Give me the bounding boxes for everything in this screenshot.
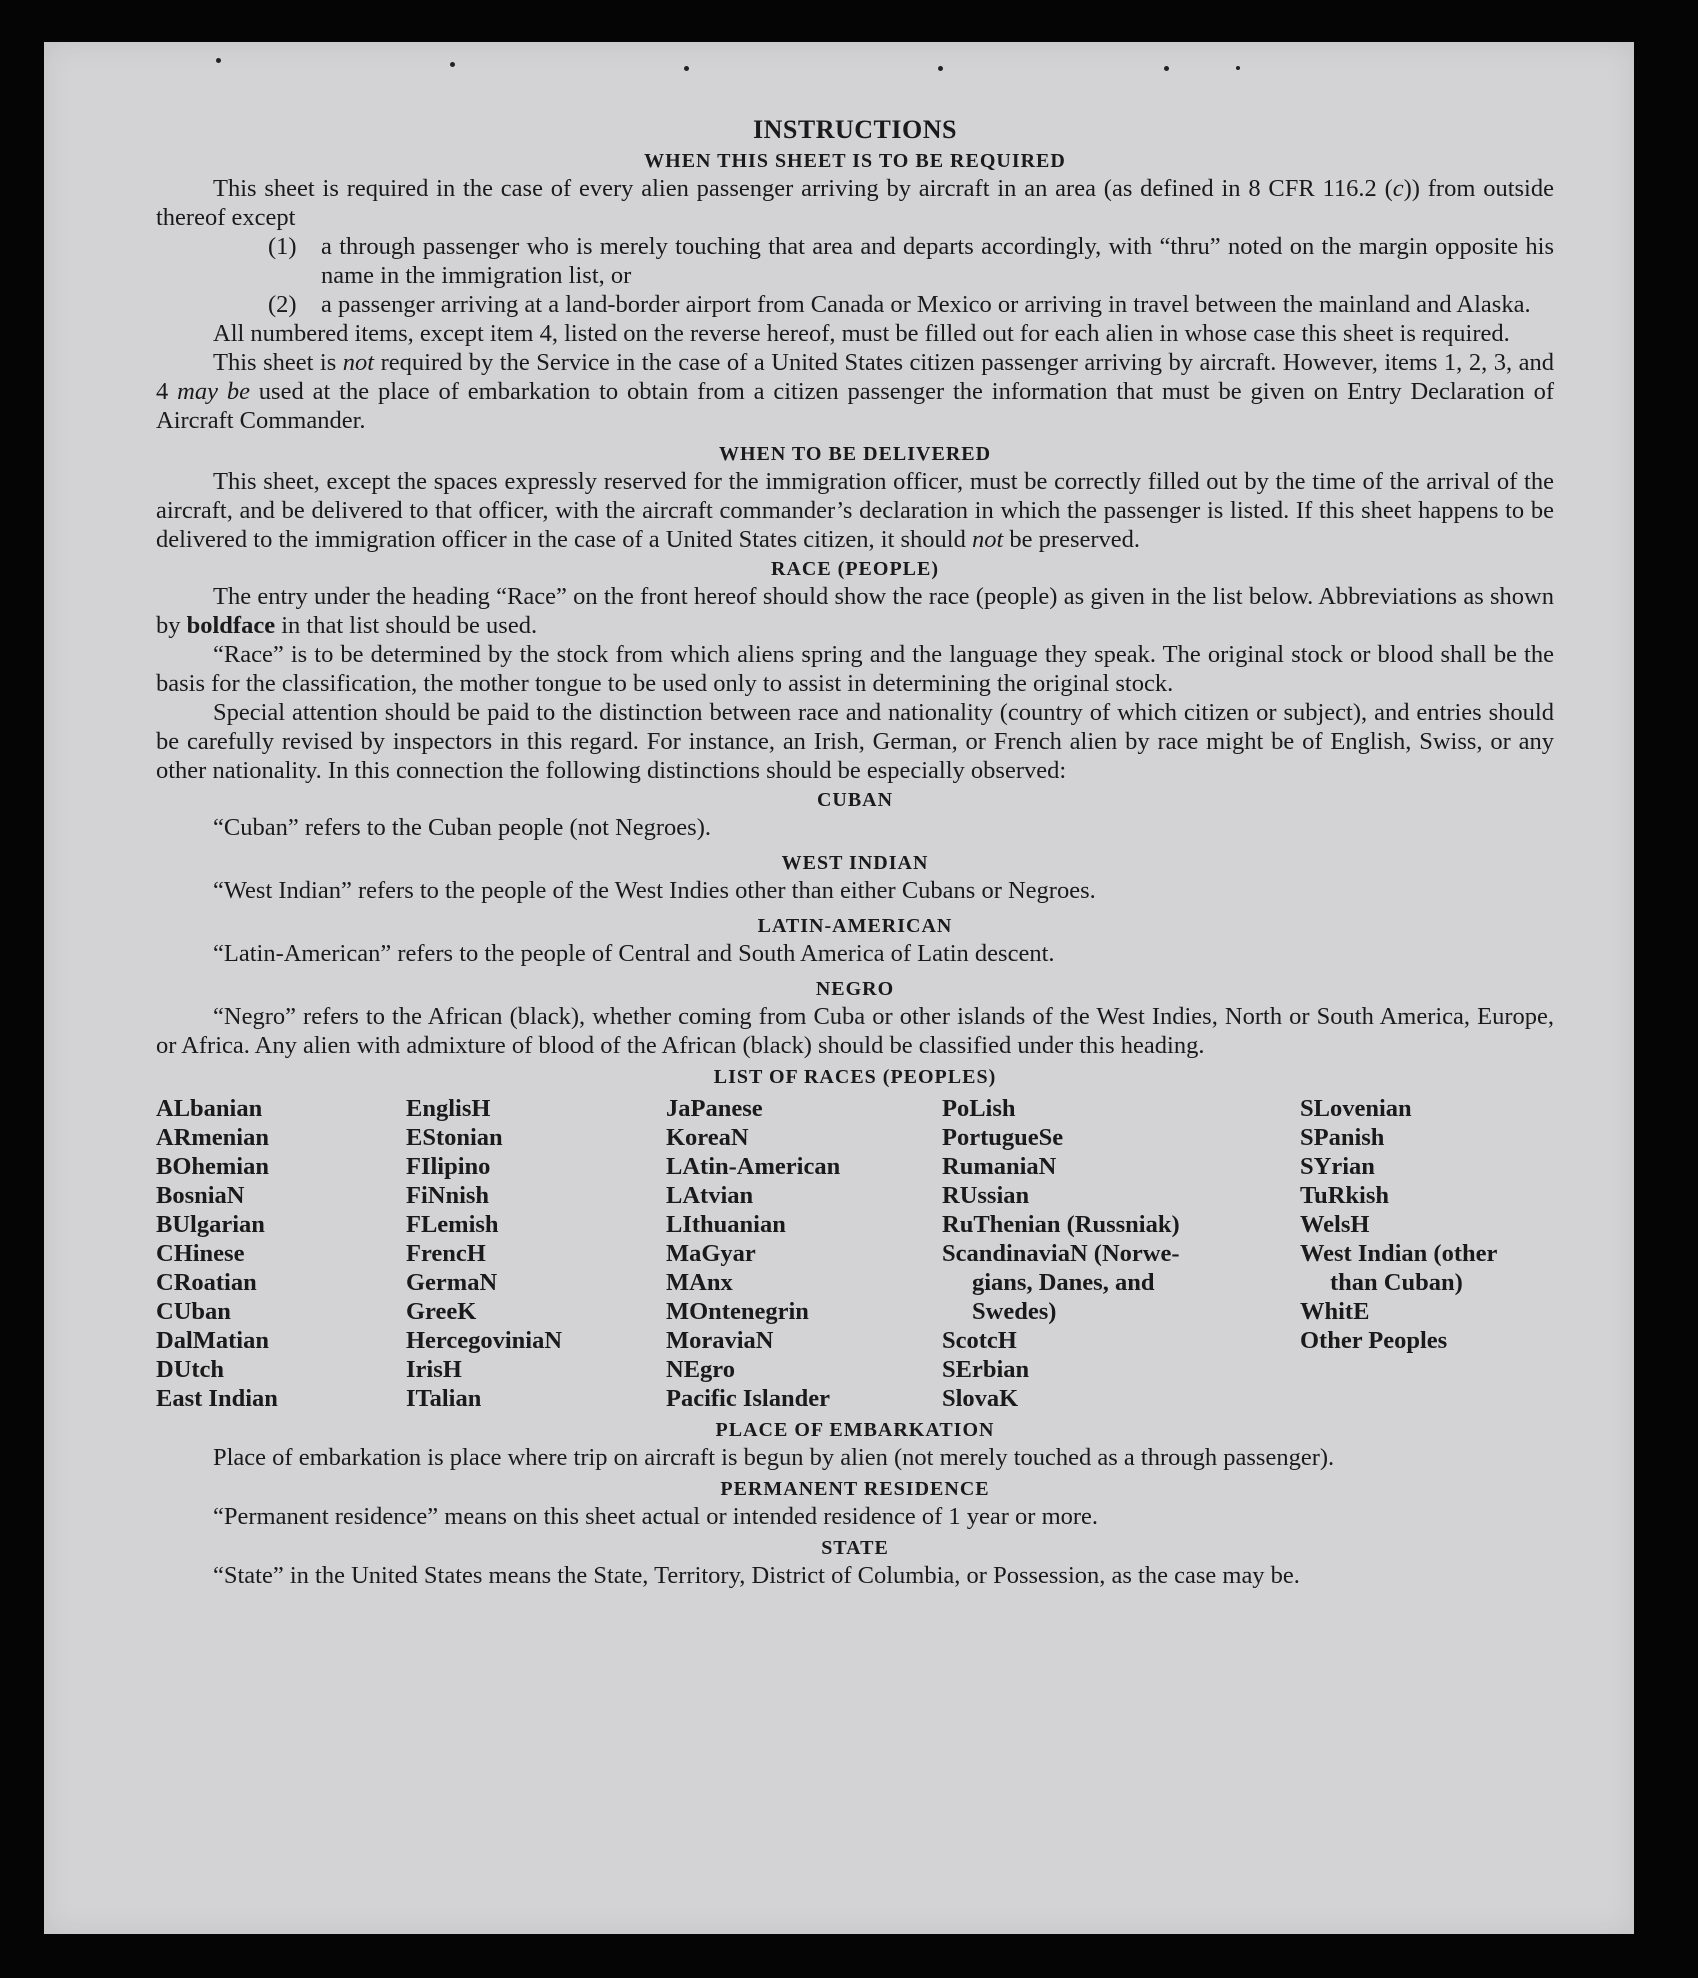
race-entry: FrencH [406,1240,486,1267]
race-entry: RuThenian (Russniak) [942,1211,1180,1238]
race-entry: PortugueSe [942,1124,1064,1151]
race-entry: ScandinaviaN (Norwe- [942,1240,1180,1267]
race-entry: SlovaK [942,1385,1019,1412]
paragraph: This sheet, except the spaces expressly reserved for the immigration officer, must be correctly filled out by the time of the arrival of the aircraft, and be delivered to that officer, with the aircraft commander’s declaration in which the passenger is listed. If this sheet happens to be delivered to the immigration officer in the case of a United States citizen, it should not be preserved. [156,468,1554,553]
race-entry: FiNnish [406,1182,490,1209]
race-entry: FLemish [406,1211,499,1238]
paragraph: This sheet is required in the case of every alien passenger arriving by aircraft in an area (as defined in 8 CFR 116.2 (c)) from outside thereof except [156,175,1554,231]
race-entry: SYrian [1300,1153,1375,1180]
race-entry: NEgro [666,1356,735,1383]
race-entry: Other Peoples [1300,1327,1448,1354]
race-entry: MoraviaN [666,1327,774,1354]
race-entry: MAnx [666,1269,733,1296]
race-entry: WhitE [1300,1298,1370,1325]
section-heading-cuban: CUBAN [816,789,894,811]
section-heading-negro: NEGRO [815,978,895,1000]
race-entry: ITalian [406,1385,482,1412]
paragraph: “State” in the United States means the State, Territory, District of Columbia, or Possession, as the case may be. [213,1562,1300,1589]
scan-speck [450,62,455,67]
race-entry: RUssian [942,1182,1030,1209]
race-entry: BosniaN [156,1182,245,1209]
races-column [666,1094,942,1413]
paragraph: “Permanent residence” means on this sheet actual or intended residence of 1 year or more. [213,1503,1099,1530]
race-entry: than Cuban) [1330,1269,1463,1296]
list-item: (2) a passenger arriving at a land-border airport from Canada or Mexico or arriving in travel between the mainland and Alaska. [268,291,1531,318]
races-column [156,1094,406,1413]
section-heading-list-of-races: LIST OF RACES (PEOPLES) [713,1066,997,1088]
race-entry: FIlipino [406,1153,491,1180]
race-entry: gians, Danes, and [972,1269,1155,1296]
paragraph: “Race” is to be determined by the stock from which aliens spring and the language they speak. The original stock or blood shall be the basis for the classification, the mother tongue to be used only to assist in determining the original stock. [156,641,1554,697]
race-entry: DUtch [156,1356,225,1383]
scan-speck [938,66,943,71]
race-entry: SErbian [942,1356,1030,1383]
race-entry: East Indian [156,1385,278,1412]
section-heading-race: RACE (PEOPLE) [771,558,939,580]
paragraph: “West Indian” refers to the people of the West Indies other than either Cubans or Negroes. [213,877,1096,904]
race-entry: MaGyar [666,1240,756,1267]
races-column [406,1094,666,1413]
race-entry: PoLish [942,1095,1016,1122]
race-entry: EnglisH [406,1095,491,1122]
race-entry: CUban [156,1298,231,1325]
paragraph: This sheet is not required by the Service in the case of a United States citizen passenger arriving by aircraft. However, items 1, 2, 3, and 4 may be used at the place of embarkation to obtain from a citizen passenger the information that must be given on Entry Declaration of Aircraft Commander. [156,349,1554,434]
race-entry: GermaN [406,1269,498,1296]
race-entry: SPanish [1300,1124,1385,1151]
section-heading-west-indian: WEST INDIAN [781,852,929,874]
paragraph: “Negro” refers to the African (black), whether coming from Cuba or other islands of the West Indies, North or South America, Europe, or Africa. Any alien with admixture of blood of the African (black) should be classified under this heading. [156,1003,1554,1059]
instructions-body [156,114,1554,1590]
scan-speck [1236,66,1240,70]
list-item: (1) a through passenger who is merely touching that area and departs accordingly, with “thru” noted on the margin opposite his name in the immigration list, or [268,233,1554,289]
race-entry: HercegoviniaN [406,1327,563,1354]
paragraph: “Latin-American” refers to the people of Central and South America of Latin descent. [213,940,1055,967]
race-entry: WelsH [1300,1211,1370,1238]
race-entry: CHinese [156,1240,245,1267]
section-heading-when-required: WHEN THIS SHEET IS TO BE REQUIRED [644,150,1066,172]
race-entry: EStonian [406,1124,503,1151]
race-entry: DalMatian [156,1327,269,1354]
section-heading-residence: PERMANENT RESIDENCE [720,1478,990,1500]
race-entry: ARmenian [156,1124,269,1151]
race-entry: West Indian (other [1300,1240,1498,1267]
section-heading-embarkation: PLACE OF EMBARKATION [715,1419,995,1441]
scan-speck [216,58,221,63]
race-entry: JaPanese [666,1095,763,1122]
scan-speck [684,66,689,71]
paragraph: “Cuban” refers to the Cuban people (not Negroes). [213,814,711,841]
race-entry: ALbanian [156,1095,263,1122]
section-heading-when-delivered: WHEN TO BE DELIVERED [718,443,992,465]
scan-speck [1164,66,1169,71]
race-entry: KoreaN [666,1124,749,1151]
paragraph: All numbered items, except item 4, listed on the reverse hereof, must be filled out for each alien in whose case this sheet is required. [213,320,1510,347]
race-entry: BUlgarian [156,1211,265,1238]
race-entry: Pacific Islander [666,1385,830,1412]
race-entry: TuRkish [1300,1182,1390,1209]
race-entry: BOhemian [156,1153,269,1180]
page-title: INSTRUCTIONS [753,115,957,144]
race-entry: RumaniaN [942,1153,1057,1180]
paragraph: The entry under the heading “Race” on the front hereof should show the race (people) as given in the list below. Abbreviations as shown by boldface in that list should be used. [156,583,1554,639]
races-column [1300,1094,1554,1413]
race-entry: SLovenian [1300,1095,1412,1122]
document-page [44,42,1634,1934]
race-entry: GreeK [406,1298,477,1325]
races-column [942,1094,1300,1413]
race-entry: LAtvian [666,1182,754,1209]
races-list [156,1094,1554,1413]
paragraph: Place of embarkation is place where trip on aircraft is begun by alien (not merely touched as a through passenger). [213,1444,1335,1471]
race-entry: ScotcH [942,1327,1017,1354]
race-entry: LIthuanian [666,1211,786,1238]
race-entry: Swedes) [972,1298,1057,1325]
paragraph: Special attention should be paid to the distinction between race and nationality (country of which citizen or subject), and entries should be carefully revised by inspectors in this regard. For instance, an Irish, German, or French alien by race might be of English, Swiss, or any other nationality. In this connection the following distinctions should be especially observed: [156,699,1554,784]
section-heading-latin-american: LATIN-AMERICAN [757,915,953,937]
race-entry: LAtin-American [666,1153,841,1180]
race-entry: MOntenegrin [666,1298,809,1325]
race-entry: IrisH [406,1356,462,1383]
section-heading-state: STATE [821,1537,889,1559]
race-entry: CRoatian [156,1269,257,1296]
